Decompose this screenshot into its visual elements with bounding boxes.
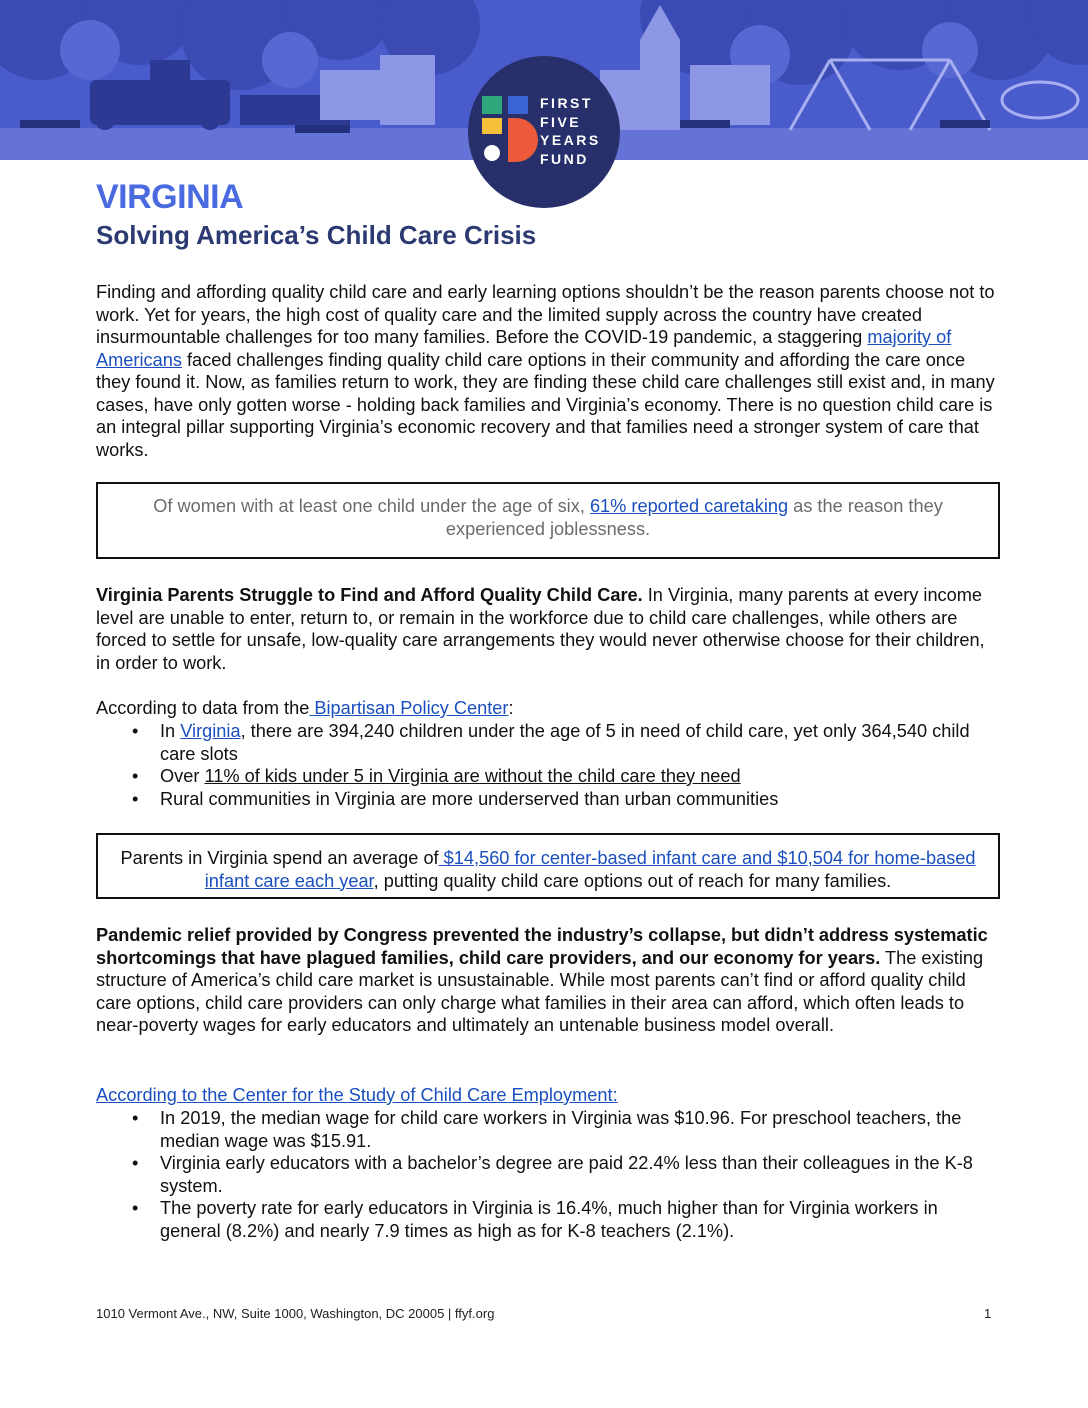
bipartisan-policy-center-link[interactable]: Bipartisan Policy Center: [309, 698, 509, 718]
list-item: • In Virginia, there are 394,240 children under the age of 5 in need of child care, yet only 364,540 child care slots: [96, 720, 996, 765]
logo-wordmark: [540, 94, 601, 168]
list-item: • Rural communities in Virginia are more underserved than urban communities: [96, 788, 996, 811]
page-number: 1: [984, 1306, 992, 1321]
joblessness-callout: Of women with at least one child under the age of six, 61% reported caretaking as the reason they experienced joblessness.: [96, 482, 1000, 559]
infant-care-cost-link[interactable]: $14,560 for center-based infant care and $10,504 for home-based infant care each year: [204, 848, 976, 891]
virginia-link[interactable]: Virginia: [180, 721, 241, 741]
bpc-bullet-list: [96, 720, 996, 810]
list-item: • Over 11% of kids under 5 in Virginia are without the child care they need: [96, 765, 996, 788]
cscce-link[interactable]: According to the Center for the Study of Child Care Employment:: [96, 1085, 618, 1105]
majority-of-americans-link[interactable]: majority of Americans: [96, 327, 952, 370]
first-five-years-fund-logo: [468, 56, 620, 208]
footer-address: 1010 Vermont Ave., NW, Suite 1000, Washington, DC 20005 | ffyf.org: [96, 1306, 495, 1321]
caretaking-stat-link[interactable]: 61% reported caretaking: [589, 496, 789, 516]
parents-struggle-paragraph: Virginia Parents Struggle to Find and Afford Quality Child Care. In Virginia, many parents at every income level are unable to enter, return to, or remain in the workforce due to child care challenges, while others are forced to settle for unsafe, low-quality care arrangements they would never otherwise choose for their children, in order to work.: [96, 585, 985, 673]
logo-line-five: FIVE: [540, 113, 582, 130]
section-heading: Pandemic relief provided by Congress prevented the industry’s collapse, but didn’t address systematic shortcomings that have plagued families, child care providers, and our economy for years.: [96, 925, 988, 968]
logo-line-first: FIRST: [540, 95, 593, 111]
bpc-intro: According to data from the Bipartisan Policy Center:: [96, 698, 514, 718]
cscce-intro: [96, 1084, 996, 1107]
logo-line-fund: FUND: [540, 150, 589, 167]
pandemic-relief-paragraph: Pandemic relief provided by Congress prevented the industry’s collapse, but didn’t address systematic shortcomings that have plagued families, child care providers, and our economy for years. The existing structure of America’s child care market is unsustainable. While most parents can’t find or afford quality child care options, child care providers can only charge what families in their area can afford, which often leads to near-poverty wages for early educators and ultimately an untenable business model overall.: [96, 925, 988, 1035]
list-item: • The poverty rate for early educators in Virginia is 16.4%, much higher than for Virginia workers in general (8.2%) and nearly 7.9 times as high as for K-8 teachers (2.1%).: [96, 1197, 996, 1242]
kids-without-care-link[interactable]: 11% of kids under 5 in Virginia are without the child care they need: [204, 766, 741, 786]
section-heading: Virginia Parents Struggle to Find and Afford Quality Child Care.: [96, 585, 643, 605]
intro-paragraph: Finding and affording quality child care and early learning options shouldn’t be the reason parents choose not to work. Yet for years, the high cost of quality care and the limited supply across the country have created insurmountable challenges for too many families. Before the COVID-19 pandemic, a staggering majority of Americans faced challenges finding quality child care options in their community and affording the care once they found it. Now, as families return to work, they are finding these child care challenges still exist and, in many cases, have only gotten worse - holding back families and Virginia’s economy. There is no question child care is an integral pillar supporting Virginia’s economic recovery and that families need a stronger system of care that works.: [96, 282, 995, 460]
infant-care-cost-callout: Parents in Virginia spend an average of $14,560 for center-based infant care and $10,504 for home-based infant care each year, putting quality child care options out of reach for many families.: [96, 833, 1000, 899]
logo-line-years: YEARS: [540, 132, 601, 148]
page-title: VIRGINIA: [96, 178, 244, 216]
cscce-bullet-list: [96, 1107, 996, 1242]
list-item: • In 2019, the median wage for child care workers in Virginia was $10.96. For preschool teachers, the median wage was $15.91.: [96, 1107, 996, 1152]
page-subtitle: Solving America’s Child Care Crisis: [96, 220, 537, 250]
list-item: • Virginia early educators with a bachelor’s degree are paid 22.4% less than their colleagues in the K-8 system.: [96, 1152, 996, 1197]
